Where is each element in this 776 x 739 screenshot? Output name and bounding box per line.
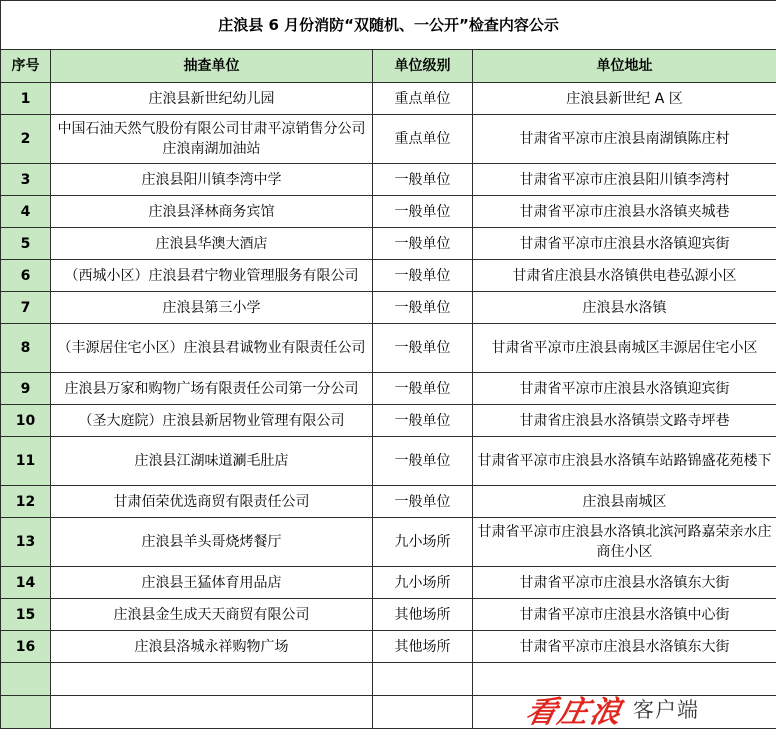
table-row [1, 196, 776, 228]
row-address: 甘肃省平凉市庄浪县水洛镇北滨河路嘉荣亲水庄商住小区 [473, 518, 776, 567]
table-row [1, 164, 776, 196]
row-num: 1 [1, 83, 51, 115]
table-row [1, 292, 776, 324]
row-address: 甘肃省平凉市庄浪县水洛镇车站路锦盛花苑楼下 [473, 437, 776, 486]
row-level: 一般单位 [373, 324, 473, 373]
row-level: 一般单位 [373, 292, 473, 324]
row-unit: 庄浪县新世纪幼儿园 [51, 83, 373, 115]
row-unit: 庄浪县江湖味道涮毛肚店 [51, 437, 373, 486]
watermark-suffix: 客户端 [633, 698, 699, 722]
table-row [1, 486, 776, 518]
row-num: 5 [1, 228, 51, 260]
row-level: 一般单位 [373, 228, 473, 260]
empty-cell [373, 696, 473, 729]
row-num: 8 [1, 324, 51, 373]
row-level: 一般单位 [373, 196, 473, 228]
row-level: 其他场所 [373, 631, 473, 663]
row-num: 14 [1, 567, 51, 599]
table-title: 庄浪县 6 月份消防“双随机、一公开”检查内容公示 [1, 1, 776, 50]
row-address: 庄浪县新世纪 A 区 [473, 83, 776, 115]
watermark-logo: 看庄浪 [522, 695, 626, 730]
table-row [1, 324, 776, 373]
row-address: 甘肃省平凉市庄浪县水洛镇迎宾街 [473, 373, 776, 405]
row-num: 15 [1, 599, 51, 631]
table-row [1, 405, 776, 437]
row-num: 11 [1, 437, 51, 486]
table-row [1, 115, 776, 164]
table-row [1, 228, 776, 260]
empty-cell [373, 663, 473, 696]
row-address: 甘肃省庄浪县水洛镇崇文路寺坪巷 [473, 405, 776, 437]
row-level: 重点单位 [373, 115, 473, 164]
row-address: 甘肃省平凉市庄浪县南湖镇陈庄村 [473, 115, 776, 164]
row-address: 甘肃省平凉市庄浪县阳川镇李湾村 [473, 164, 776, 196]
header-address: 单位地址 [473, 50, 776, 83]
row-address: 甘肃省平凉市庄浪县水洛镇中心街 [473, 599, 776, 631]
row-num: 3 [1, 164, 51, 196]
row-address: 甘肃省平凉市庄浪县南城区丰源居住宅小区 [473, 324, 776, 373]
table-row [1, 631, 776, 663]
row-num: 10 [1, 405, 51, 437]
row-unit: （西城小区）庄浪县君宁物业管理服务有限公司 [51, 260, 373, 292]
empty-cell [1, 663, 51, 696]
row-level: 一般单位 [373, 164, 473, 196]
empty-cell [51, 663, 373, 696]
row-address: 庄浪县水洛镇 [473, 292, 776, 324]
table-row [1, 437, 776, 486]
row-unit: 庄浪县阳川镇李湾中学 [51, 164, 373, 196]
row-num: 7 [1, 292, 51, 324]
row-num: 4 [1, 196, 51, 228]
row-level: 一般单位 [373, 260, 473, 292]
row-level: 其他场所 [373, 599, 473, 631]
row-level: 一般单位 [373, 405, 473, 437]
row-level: 一般单位 [373, 486, 473, 518]
row-address: 甘肃省平凉市庄浪县水洛镇迎宾街 [473, 228, 776, 260]
row-unit: （圣大庭院）庄浪县新居物业管理有限公司 [51, 405, 373, 437]
table-row [1, 83, 776, 115]
row-address: 甘肃省平凉市庄浪县水洛镇东大街 [473, 567, 776, 599]
row-num: 13 [1, 518, 51, 567]
app-watermark [522, 685, 767, 733]
table-row [1, 599, 776, 631]
row-unit: 庄浪县金生成天天商贸有限公司 [51, 599, 373, 631]
header-level: 单位级别 [373, 50, 473, 83]
row-num: 16 [1, 631, 51, 663]
table-row [1, 260, 776, 292]
row-address: 甘肃省平凉市庄浪县水洛镇夹城巷 [473, 196, 776, 228]
row-level: 九小场所 [373, 518, 473, 567]
row-num: 12 [1, 486, 51, 518]
row-unit: 庄浪县羊头哥烧烤餐厅 [51, 518, 373, 567]
row-unit: 庄浪县洛城永祥购物广场 [51, 631, 373, 663]
row-unit: 庄浪县第三小学 [51, 292, 373, 324]
row-level: 一般单位 [373, 373, 473, 405]
row-level: 一般单位 [373, 437, 473, 486]
row-unit: 庄浪县万家和购物广场有限责任公司第一分公司 [51, 373, 373, 405]
row-level: 九小场所 [373, 567, 473, 599]
row-unit: 庄浪县王猛体育用品店 [51, 567, 373, 599]
row-address: 甘肃省庄浪县水洛镇供电巷弘源小区 [473, 260, 776, 292]
row-num: 6 [1, 260, 51, 292]
header-row [1, 50, 776, 83]
table-row [1, 567, 776, 599]
table-row [1, 518, 776, 567]
row-unit: 庄浪县泽林商务宾馆 [51, 196, 373, 228]
header-unit: 抽查单位 [51, 50, 373, 83]
row-level: 重点单位 [373, 83, 473, 115]
row-unit: （丰源居住宅小区）庄浪县君诚物业有限责任公司 [51, 324, 373, 373]
row-num: 2 [1, 115, 51, 164]
table-row [1, 373, 776, 405]
header-num: 序号 [1, 50, 51, 83]
row-num: 9 [1, 373, 51, 405]
empty-cell [1, 696, 51, 729]
row-address: 庄浪县南城区 [473, 486, 776, 518]
empty-cell [51, 696, 373, 729]
row-address: 甘肃省平凉市庄浪县水洛镇东大街 [473, 631, 776, 663]
row-unit: 中国石油天然气股份有限公司甘肃平凉销售分公司庄浪南湖加油站 [51, 115, 373, 164]
row-unit: 庄浪县华澳大酒店 [51, 228, 373, 260]
row-unit: 甘肃佰荣优选商贸有限责任公司 [51, 486, 373, 518]
